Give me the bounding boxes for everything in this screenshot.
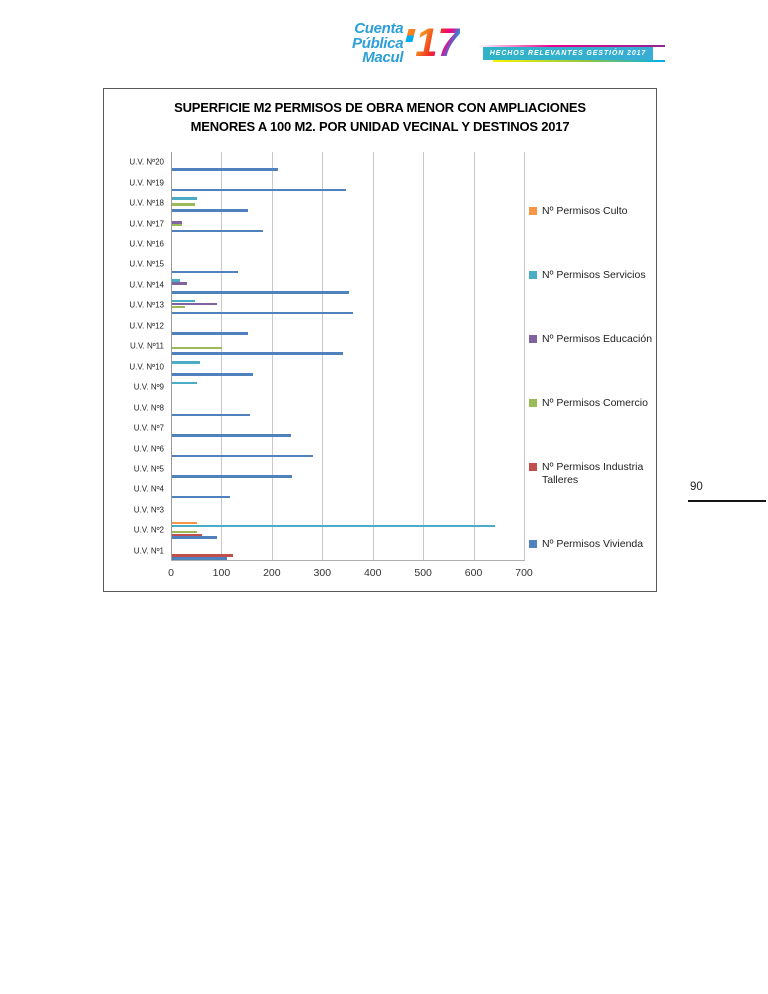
x-tick-label-0: 0 <box>168 567 174 579</box>
legend-swatch-icon-comercio <box>529 399 537 407</box>
y-tick-label-12: U.V. Nº12 <box>129 321 164 331</box>
bar-comercio-uv17 <box>172 224 182 227</box>
logo-year: 17 <box>415 21 460 65</box>
legend-label-educacion: Nº Permisos Educación <box>542 333 653 345</box>
gridline-100 <box>221 152 222 561</box>
x-tick-label-700: 700 <box>515 567 533 579</box>
chart-title <box>104 98 656 136</box>
bar-servicios-uv10 <box>172 361 200 364</box>
page-number: 90 <box>690 481 703 493</box>
y-tick-label-1: U.V. Nº1 <box>133 546 164 556</box>
legend-swatch-icon-culto <box>529 207 537 215</box>
bar-vivienda-uv10 <box>172 373 253 376</box>
y-tick-label-11: U.V. Nº11 <box>129 341 164 351</box>
bar-vivienda-uv20 <box>172 168 278 171</box>
legend-label-comercio: Nº Permisos Comercio <box>542 397 648 409</box>
bar-vivienda-uv5 <box>172 475 292 478</box>
bar-vivienda-uv14 <box>172 291 349 294</box>
bar-vivienda-uv4 <box>172 496 230 499</box>
bar-vivienda-uv8 <box>172 414 250 417</box>
legend-entry-culto <box>529 205 657 218</box>
legend-entry-industria <box>529 461 657 487</box>
x-tick-label-100: 100 <box>212 567 231 579</box>
y-tick-label-8: U.V. Nº8 <box>133 403 164 413</box>
bar-vivienda-uv19 <box>172 189 346 192</box>
gridline-300 <box>322 152 323 561</box>
x-tick-label-600: 600 <box>464 567 483 579</box>
chart <box>103 88 657 592</box>
legend-swatch-icon-educacion <box>529 335 537 343</box>
bar-vivienda-uv13 <box>172 312 353 315</box>
legend-entry-servicios <box>529 269 657 282</box>
bar-servicios-uv2 <box>172 525 495 528</box>
y-tick-label-10: U.V. Nº10 <box>129 362 164 372</box>
legend-label-vivienda: Nº Permisos Vivienda <box>542 538 644 550</box>
bar-vivienda-uv1 <box>172 557 227 560</box>
legend <box>529 205 657 551</box>
y-tick-label-7: U.V. Nº7 <box>133 423 164 433</box>
gridline-400 <box>373 152 374 561</box>
y-axis-line <box>171 152 172 561</box>
legend-label-culto: Nº Permisos Culto <box>542 205 628 217</box>
bar-comercio-uv11 <box>172 347 222 350</box>
logo-line-1: Cuenta <box>354 20 404 37</box>
gridline-200 <box>272 152 273 561</box>
legend-label-servicios: Nº Permisos Servicios <box>542 269 646 281</box>
page-number-underline <box>688 500 766 502</box>
y-tick-label-4: U.V. Nº4 <box>133 484 164 494</box>
legend-entry-educacion <box>529 333 657 346</box>
y-tick-label-15: U.V. Nº15 <box>129 259 164 269</box>
y-tick-label-19: U.V. Nº19 <box>129 178 164 188</box>
y-tick-label-9: U.V. Nº9 <box>133 382 164 392</box>
bar-vivienda-uv7 <box>172 434 291 437</box>
header-banner: HECHOS RELEVANTES GESTIÓN 2017 <box>483 47 653 60</box>
legend-label-industria: Nº Permisos Industria Talleres <box>542 461 644 486</box>
logo-wordmark <box>352 22 403 66</box>
legend-swatch-icon-vivienda <box>529 540 537 548</box>
gridline-700 <box>524 152 525 561</box>
x-axis-line <box>171 560 525 561</box>
y-tick-label-3: U.V. Nº3 <box>133 505 164 515</box>
bar-vivienda-uv11 <box>172 352 343 355</box>
bar-vivienda-uv17 <box>172 230 263 233</box>
bar-vivienda-uv6 <box>172 455 313 458</box>
legend-swatch-icon-servicios <box>529 271 537 279</box>
gridline-600 <box>474 152 475 561</box>
gridline-500 <box>423 152 424 561</box>
logo-line-3: Macul <box>362 49 404 66</box>
y-tick-label-2: U.V. Nº2 <box>133 525 164 535</box>
bar-servicios-uv9 <box>172 382 197 385</box>
y-tick-label-18: U.V. Nº18 <box>129 198 164 208</box>
bar-vivienda-uv12 <box>172 332 248 335</box>
logo-line-2: Pública <box>352 34 404 52</box>
legend-swatch-icon-industria <box>529 463 537 471</box>
bar-servicios-uv18 <box>172 197 197 200</box>
x-tick-label-500: 500 <box>414 567 432 579</box>
y-tick-label-6: U.V. Nº6 <box>133 444 164 454</box>
y-tick-label-20: U.V. Nº20 <box>129 157 164 167</box>
x-tick-label-200: 200 <box>263 567 281 579</box>
bar-comercio-uv18 <box>172 203 195 206</box>
y-tick-label-17: U.V. Nº17 <box>129 219 164 229</box>
bar-vivienda-uv18 <box>172 209 248 212</box>
y-tick-label-14: U.V. Nº14 <box>129 280 164 290</box>
legend-entry-comercio <box>529 397 657 410</box>
x-tick-label-300: 300 <box>313 567 332 579</box>
y-tick-label-13: U.V. Nº13 <box>129 300 164 310</box>
x-tick-label-400: 400 <box>363 567 382 579</box>
chart-title-line-1: SUPERFICIE M2 PERMISOS DE OBRA MENOR CON AMPLIACIONES <box>174 100 586 115</box>
y-tick-label-16: U.V. Nº16 <box>129 239 164 249</box>
bar-vivienda-uv2 <box>172 536 217 539</box>
plot-area <box>129 152 533 579</box>
bar-comercio-uv13 <box>172 306 185 309</box>
cuenta-publica-macul-logo <box>352 22 460 66</box>
bar-educacion-uv14 <box>172 282 187 285</box>
legend-entry-vivienda <box>529 538 657 551</box>
y-tick-label-5: U.V. Nº5 <box>133 464 164 474</box>
chart-title-line-2: MENORES A 100 M2. POR UNIDAD VECINAL Y DESTINOS 2017 <box>190 119 570 134</box>
bar-vivienda-uv15 <box>172 271 238 274</box>
